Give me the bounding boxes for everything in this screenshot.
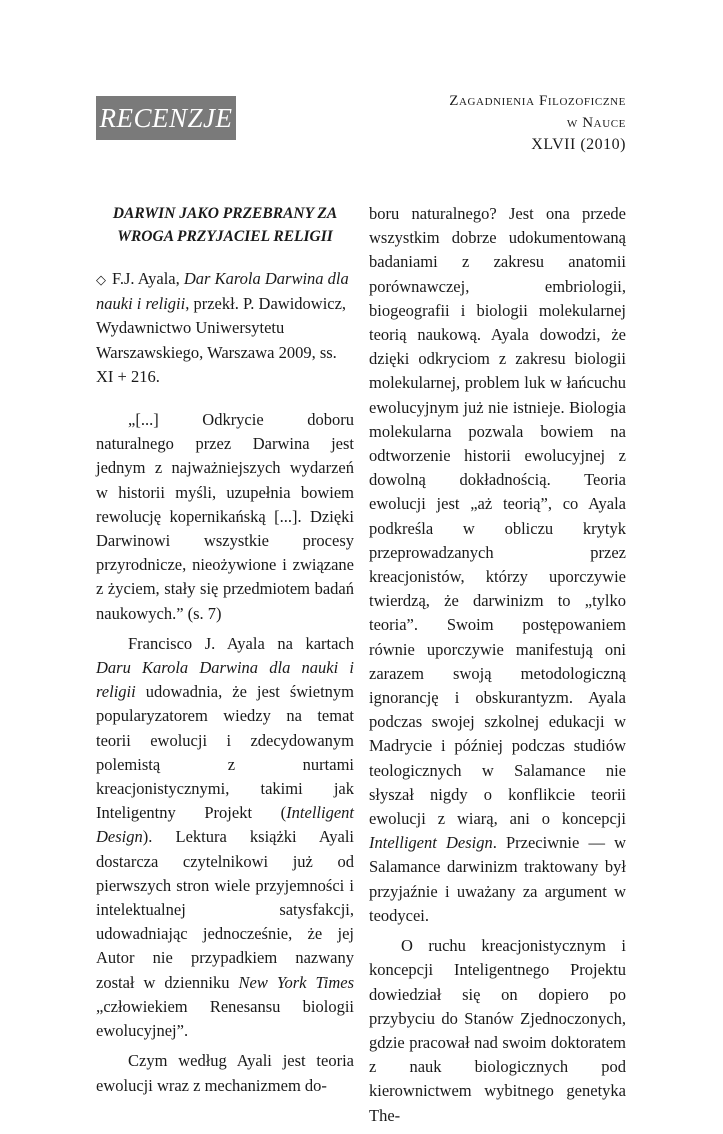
text-run: ). Lektura książki Ayali dostarcza czytelnikowi już od pierwszych stron wiele przyjemności i intelektualnej satysfakcji, udowadniając jednocześnie, że jej Autor nie przypadkiem nazwany został w dzienniku bbox=[96, 827, 354, 992]
journal-title-line1: Zagadnienia Filozoficzne bbox=[449, 93, 626, 109]
italic-term: Intelligent Design bbox=[369, 833, 493, 853]
text-run: „człowiekiem Renesansu biologii ewolucyjnej”. bbox=[96, 996, 354, 1041]
text-run: . Przeciwnie — w Salamance darwinizm traktowany był przyjaźnie i uważany za argument w teodycei. bbox=[369, 833, 627, 925]
paragraph-quote: „[...] Odkrycie doboru naturalnego przez Darwina jest jednym z najważniejszych wydarzeń w historii myśli, uzupełnia bowiem rewolucję kopernikańską [...]. Dzięki Darwinowi wszystkie procesy przyrodnicze, nieożywione i związane z życiem, stały się przedmiotem badań naukowych.” (s. 7) bbox=[96, 410, 354, 623]
left-column bbox=[96, 202, 354, 1104]
italic-book-title: Daru Karola Darwina dla nauki i religii bbox=[96, 658, 354, 702]
paragraph-intro bbox=[96, 632, 354, 1043]
text-run: boru naturalnego? Jest ona przede wszystkim dobrze udokumentowaną badaniami z zakresu anatomii porównawczej, embriologii, biogeografii i biologii molekularnej teorią naukową. Ayala dowodzi, że dzięki odkryciom z zakresu biologii molekularnej, problem luk w łańcuchu ewolucyjnym już nie istnieje. Biologia molekularna pozwala bowiem na odtworzenie historii ewolucyjnej z dowolną dokładnością. Teoria ewolucji jest „aż teorią”, co Ayala podkreśla w obliczu krytyk przeprowadzanych przez kreacjonistów, którzy uporczywie twierdzą, że darwinizm to „tylko teoria”. Swoim postępowaniem równie uporczywie manifestują oni zarazem swoją metodologiczną ignorancję i obskurantyzm. Ayala podczas swojej szkolnej edukacji w Madrycie i później podczas studiów teologicznych w Salamance nie słyszał nigdy o konflikcie teorii ewolucji z wiarą, ani o koncepcji bbox=[369, 204, 626, 829]
section-label: RECENZJE bbox=[99, 103, 233, 133]
text-run: udowadnia, że jest świetnym popularyzatorem wiedzy na temat teorii ewolucji i zdecydowanym polemistą z nurtami kreacjonistycznymi, takimi jak Inteligentny Projekt ( bbox=[96, 682, 354, 823]
italic-newspaper: New York Times bbox=[238, 972, 354, 992]
section-label-badge bbox=[96, 96, 236, 140]
journal-title-line2: w Nauce bbox=[566, 115, 626, 131]
paragraph-creationism: O ruchu kreacjonistycznym i koncepcji Inteligentnego Projektu dowiedział się on dopiero po przybyciu do Stanów Zjednoczonych, gdzie pracował nad swoim doktoratem z nauk biologicznych pod kierownictwem wybitnego genetyka The- bbox=[369, 936, 626, 1125]
diamond-bullet-icon: ◇ bbox=[96, 272, 106, 287]
text-run: Francisco J. Ayala na kartach bbox=[128, 633, 354, 653]
paragraph-question: Czym według Ayali jest teoria ewolucji wraz z mechanizmem do- bbox=[96, 1051, 354, 1095]
article-title: DARWIN JAKO PRZEBRANY ZA WROGA PRZYJACIEL RELIGII bbox=[112, 205, 338, 245]
biblio-publication-details: , przekł. P. Dawidowicz, Wydawnictwo Uniwersytetu Warszawskiego, Warszawa 2009, ss. XI + 216. bbox=[96, 294, 347, 386]
paragraph-continued bbox=[369, 202, 626, 928]
journal-volume: XLVII (2010) bbox=[531, 136, 626, 153]
biblio-book-title: Dar Karola Darwina dla nauki i religii bbox=[96, 269, 349, 314]
bibliographic-entry bbox=[96, 267, 354, 389]
italic-term: Intelligent Design bbox=[96, 803, 354, 847]
biblio-author: F.J. Ayala, bbox=[112, 269, 184, 288]
right-column bbox=[369, 202, 626, 1134]
journal-header bbox=[449, 90, 626, 156]
